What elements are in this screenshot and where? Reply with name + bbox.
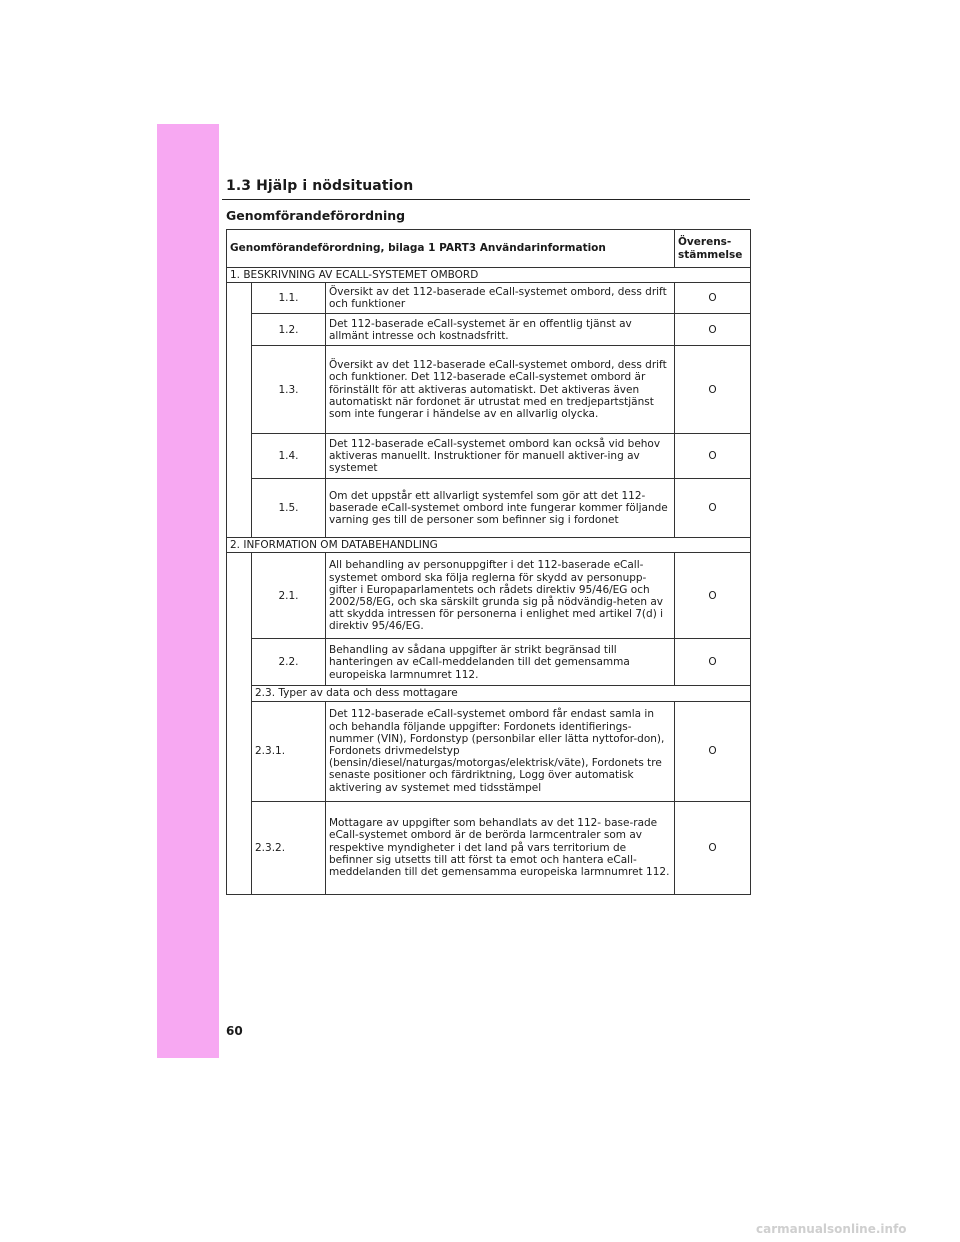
section-row <box>227 538 751 553</box>
regulation-table <box>226 229 751 895</box>
section-title: 1.3 Hjälp i nödsituation <box>226 178 414 194</box>
row-description: Det 112-baserade eCall-systemet ombord får endast samla in och behandla följande uppgifter: Fordonets identifierings-nummer (VIN), Fordonstyp (personbilar eller lätta nyttofor-don), Fordonets drivmedelstyp (bensin/diesel/naturgas/motorgas/elektrisk/väte), Fordonets tre senaste positioner och färdriktning, Logg över automatisk aktivering av systemet med tidsstämpel <box>326 701 675 801</box>
row-description: Om det uppstår ett allvarligt systemfel som gör att det 112-baserade eCall-systemet ombord inte fungerar kommer följande varning ges till de personer som befinner sig i fordonet <box>326 479 675 538</box>
row-number: 1.1. <box>252 283 326 314</box>
row-description: Det 112-baserade eCall-systemet är en offentlig tjänst av allmänt intresse och kostnadsfritt. <box>326 314 675 346</box>
header-compliance <box>675 230 751 268</box>
table-row <box>227 639 751 686</box>
row-description: Översikt av det 112-baserade eCall-systemet ombord, dess drift och funktioner <box>326 283 675 314</box>
row-compliance: O <box>675 346 751 434</box>
subsection-title: 2.3. Typer av data och dess mottagare <box>252 686 751 701</box>
row-compliance: O <box>675 314 751 346</box>
row-description: Det 112-baserade eCall-systemet ombord kan också vid behov aktiveras manuellt. Instruktioner för manuell aktiver-ing av systemet <box>326 434 675 479</box>
header-regulation: Genomförandeförordning, bilaga 1 PART3 Användarinformation <box>227 230 675 268</box>
chapter-side-tab <box>157 124 219 1058</box>
page-number: 60 <box>226 1024 243 1038</box>
row-compliance: O <box>675 479 751 538</box>
table-row <box>227 314 751 346</box>
section-divider <box>222 199 750 200</box>
row-number: 1.4. <box>252 434 326 479</box>
row-description: Behandling av sådana uppgifter är strikt begränsad till hanteringen av eCall-meddelanden till det gemensamma europeiska larmnumret 112. <box>326 639 675 686</box>
section-title-1: 1. BESKRIVNING AV ECALL-SYSTEMET OMBORD <box>227 268 751 283</box>
row-number: 1.2. <box>252 314 326 346</box>
row-number: 2.3.2. <box>252 801 326 894</box>
subsection-row <box>227 686 751 701</box>
section-title-2: 2. INFORMATION OM DATABEHANDLING <box>227 538 751 553</box>
subheading: Genomförandeförordning <box>226 208 406 223</box>
watermark-text: carmanualsonline.info <box>756 1222 907 1236</box>
row-compliance: O <box>675 801 751 894</box>
row-description: Mottagare av uppgifter som behandlats av det 112- base-rade eCall-systemet ombord är de berörda larmcentraler som av respektive myndigheter i det land på vars territorium de befinner sig utsetts till att först ta emot och hantera eCall-meddelanden till det gemensamma europeiska larmnumret 112. <box>326 801 675 894</box>
indent-cell <box>227 553 252 894</box>
row-number: 2.2. <box>252 639 326 686</box>
indent-cell <box>227 283 252 538</box>
table-row <box>227 283 751 314</box>
row-compliance: O <box>675 701 751 801</box>
table-row <box>227 553 751 639</box>
row-description: All behandling av personuppgifter i det 112-baserade eCall-systemet ombord ska följa reglerna för skydd av personupp-gifter i Europaparlamentets och rådets direktiv 95/46/EG och 2002/58/EG, och ska särskilt grunda sig på nödvändig-heten av att skydda intressen för personerna i enlighet med artikel 7(d) i direktiv 95/46/EG. <box>326 553 675 639</box>
row-number: 1.5. <box>252 479 326 538</box>
row-compliance: O <box>675 434 751 479</box>
table-row <box>227 801 751 894</box>
section-row <box>227 268 751 283</box>
row-number: 2.1. <box>252 553 326 639</box>
row-compliance: O <box>675 553 751 639</box>
table-row <box>227 434 751 479</box>
table-row <box>227 346 751 434</box>
table-header-row <box>227 230 751 268</box>
row-compliance: O <box>675 639 751 686</box>
row-number: 2.3.1. <box>252 701 326 801</box>
row-compliance: O <box>675 283 751 314</box>
row-description: Översikt av det 112-baserade eCall-systemet ombord, dess drift och funktioner. Det 112-baserade eCall-systemet ombord är förinställt för att aktiveras automatiskt. Det aktiveras även automatiskt när fordonet är utrustat med en tredjepartstjänst som inte fungerar i händelse av en allvarlig olycka. <box>326 346 675 434</box>
table-row <box>227 479 751 538</box>
table-row <box>227 701 751 801</box>
header-compliance-line2: stämmelse <box>678 248 743 261</box>
row-number: 1.3. <box>252 346 326 434</box>
header-compliance-line1: Överens- <box>678 236 732 249</box>
